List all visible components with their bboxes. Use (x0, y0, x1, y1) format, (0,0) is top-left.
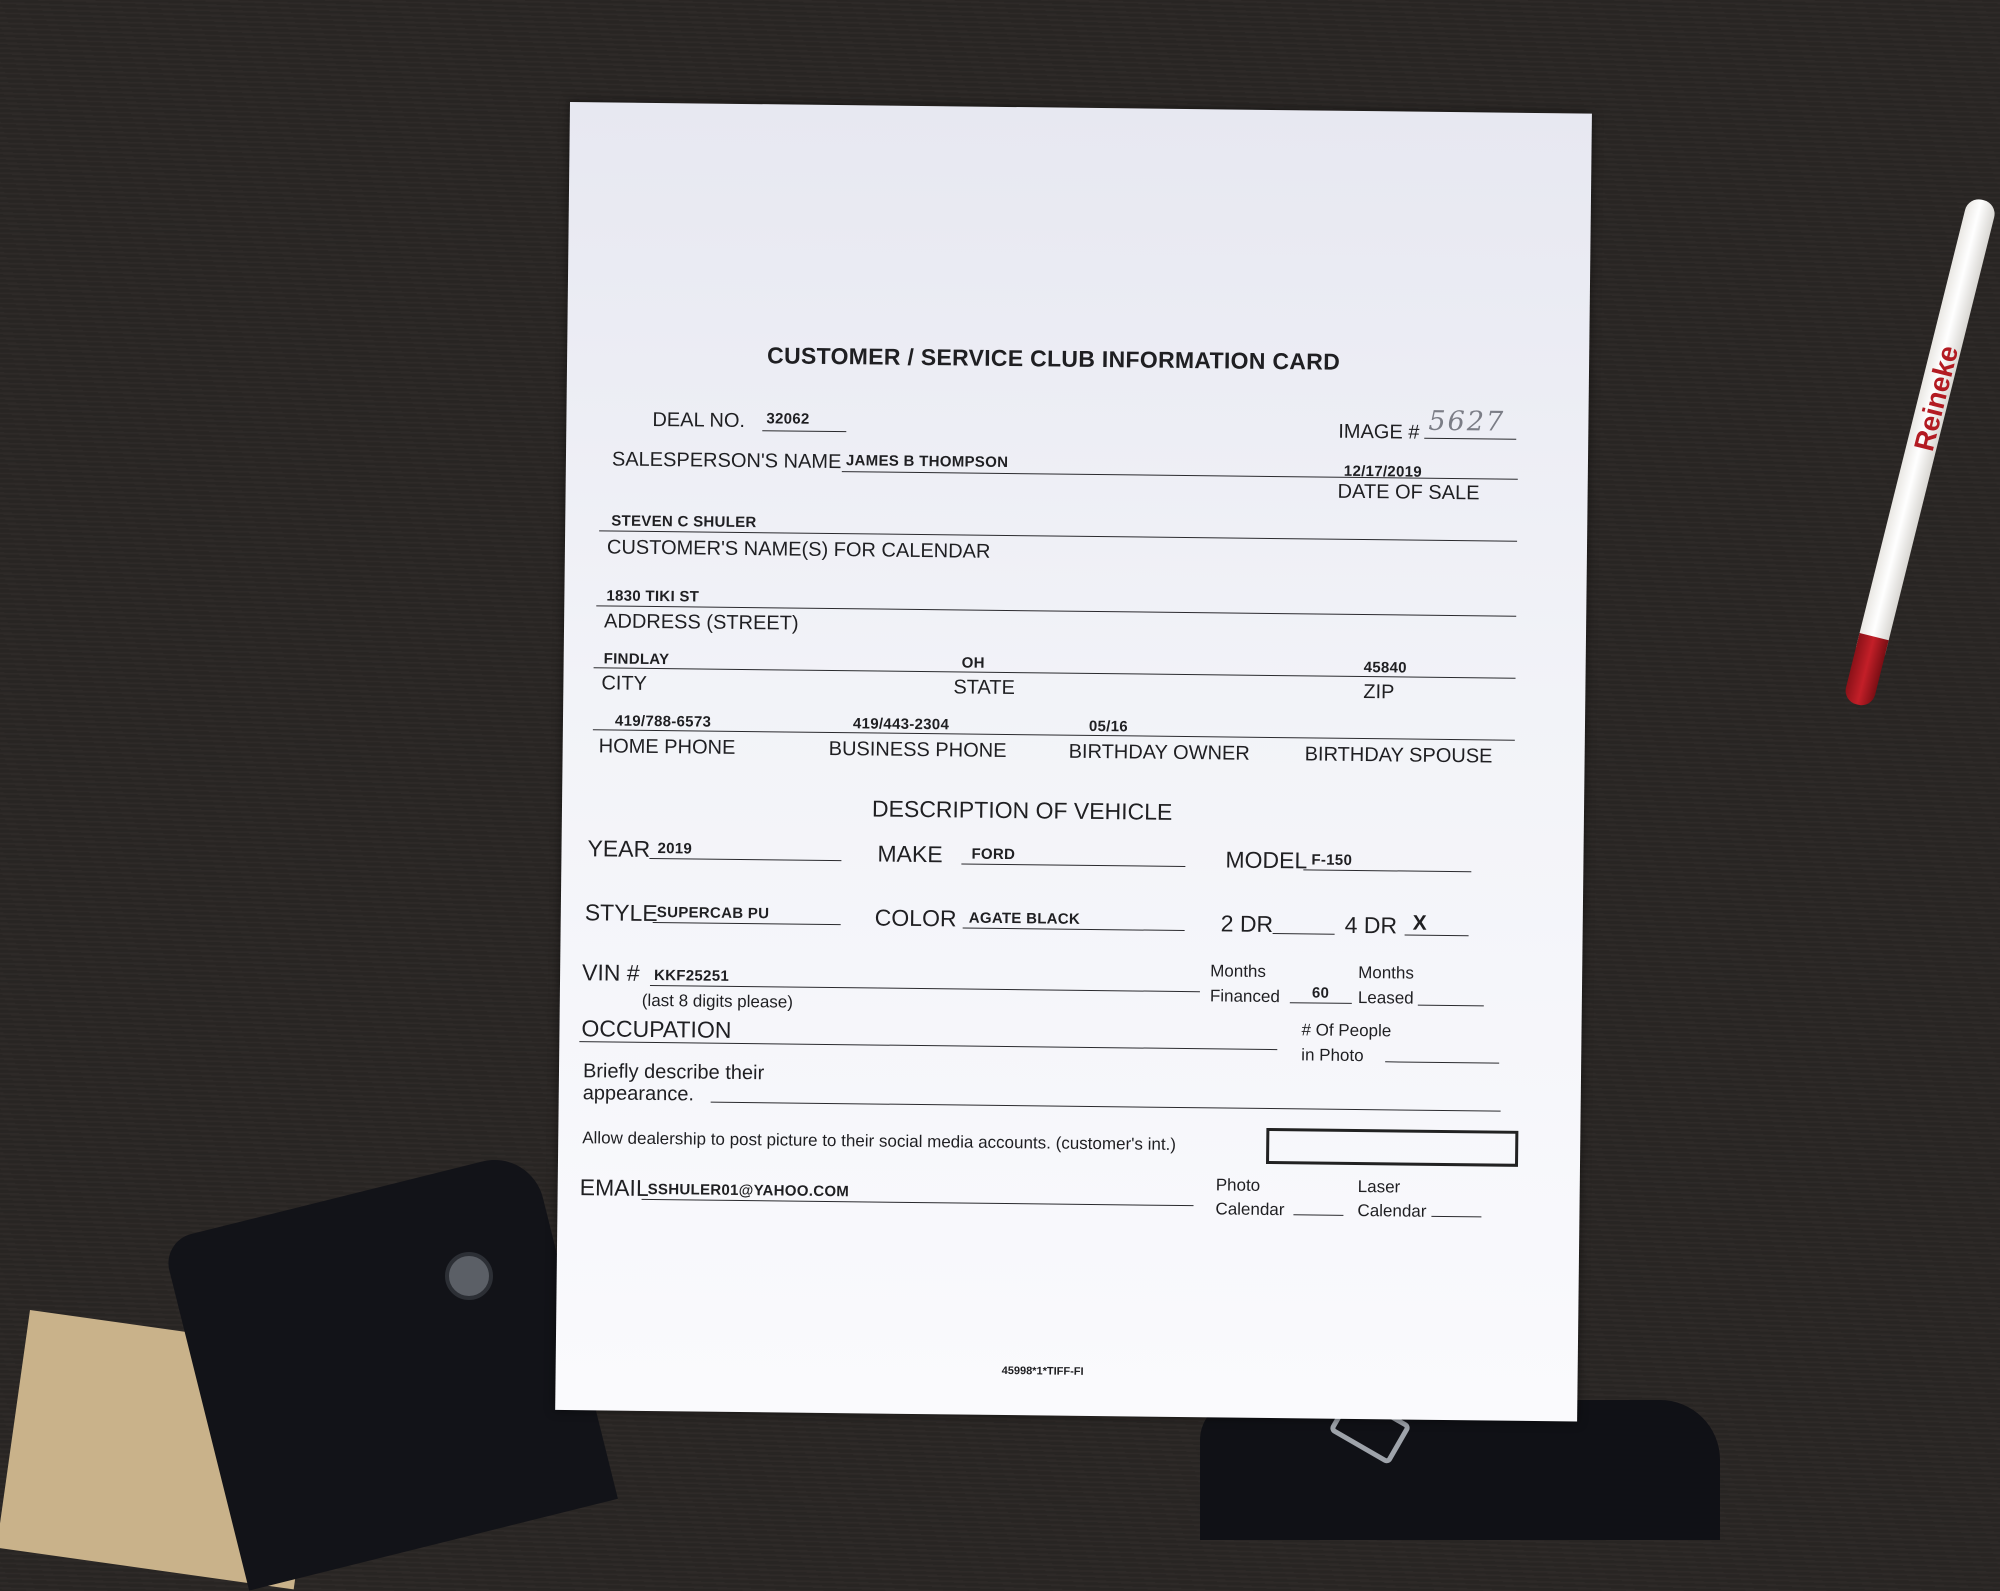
two-door-label: 2 DR (1220, 910, 1274, 938)
vin-value: KKF25251 (653, 967, 730, 985)
city-value: FINDLAY (603, 650, 670, 669)
months-financed-line (1290, 1002, 1352, 1004)
pen (1855, 196, 1998, 659)
deal-no-label: DEAL NO. (652, 408, 746, 433)
color-line (963, 928, 1185, 932)
four-door-label: 4 DR (1344, 911, 1398, 939)
two-door-line (1273, 933, 1335, 935)
four-door-check: X (1412, 911, 1427, 935)
state-label: STATE (953, 676, 1015, 700)
style-label: STYLE (584, 899, 658, 927)
laser-calendar-line (1431, 1216, 1481, 1218)
email-label: EMAIL (579, 1174, 649, 1201)
home-phone-label: HOME PHONE (598, 735, 736, 759)
customer-name-value: STEVEN C SHULER (611, 512, 757, 532)
zip-label: ZIP (1363, 681, 1395, 704)
months-leased-label-bottom: Leased (1357, 987, 1414, 1008)
information-card (555, 102, 1592, 1422)
color-label: COLOR (874, 904, 957, 932)
pen-cap (1843, 633, 1889, 708)
pen-brand: Reineke (1908, 342, 1965, 455)
year-value: 2019 (657, 840, 693, 858)
customer-name-label: CUSTOMER'S NAME(S) FOR CALENDAR (606, 536, 991, 563)
people-in-photo-label-bottom: in Photo (1301, 1045, 1364, 1066)
email-line (642, 1199, 1194, 1206)
laser-calendar-label-bottom: Calendar (1357, 1201, 1427, 1221)
image-no-handwritten: 5627 (1428, 405, 1506, 438)
home-phone-value: 419/788-6573 (614, 712, 712, 731)
occupation-line (579, 1041, 1277, 1050)
zip-value: 45840 (1363, 659, 1407, 677)
salesperson-label: SALESPERSON'S NAME (611, 448, 842, 474)
months-financed-label-top: Months (1210, 961, 1267, 981)
birthday-spouse-label: BIRTHDAY SPOUSE (1304, 743, 1493, 768)
salesperson-value: JAMES B THOMPSON (845, 452, 1009, 471)
make-value: FORD (971, 845, 1016, 864)
months-financed-value: 60 (1311, 984, 1330, 1002)
deal-no-line (762, 430, 846, 432)
year-line (649, 858, 841, 861)
four-door-line (1405, 935, 1469, 937)
bag-strap (1200, 1400, 1720, 1540)
deal-no-value: 32062 (766, 410, 810, 428)
business-phone-value: 419/443-2304 (852, 715, 950, 734)
appearance-label-bottom: appearance. (582, 1082, 695, 1106)
model-value: F-150 (1311, 851, 1353, 869)
model-line (1303, 869, 1471, 872)
birthday-owner-value: 05/16 (1088, 717, 1129, 736)
photo-calendar-label-bottom: Calendar (1215, 1199, 1285, 1220)
image-no-line (1424, 438, 1516, 440)
people-in-photo-line (1385, 1061, 1499, 1063)
business-phone-label: BUSINESS PHONE (828, 737, 1007, 762)
vehicle-heading: DESCRIPTION OF VEHICLE (871, 795, 1173, 825)
state-value: OH (961, 654, 985, 672)
appearance-line (711, 1102, 1501, 1112)
vin-note: (last 8 digits please) (641, 990, 794, 1012)
bag-snap-button (445, 1252, 493, 1300)
email-value: SSHULER01@YAHOO.COM (647, 1180, 850, 1201)
address-value: 1830 TIKI ST (606, 587, 700, 606)
footer-code: 45998*1*TIFF-FI (1001, 1364, 1084, 1378)
date-of-sale-label: DATE OF SALE (1337, 480, 1480, 505)
birthday-owner-label: BIRTHDAY OWNER (1068, 740, 1250, 765)
color-value: AGATE BLACK (968, 909, 1081, 928)
months-leased-label-top: Months (1358, 962, 1415, 983)
social-media-label: Allow dealership to post picture to their social media accounts. (customer's int.) (582, 1128, 1177, 1154)
address-label: ADDRESS (STREET) (603, 610, 799, 635)
make-label: MAKE (877, 840, 943, 868)
model-label: MODEL (1225, 846, 1308, 874)
make-line (961, 863, 1185, 867)
appearance-label-top: Briefly describe their (582, 1060, 765, 1085)
occupation-label: OCCUPATION (581, 1015, 732, 1043)
months-financed-label-bottom: Financed (1209, 986, 1280, 1007)
image-no-label: IMAGE # (1338, 420, 1420, 444)
year-label: YEAR (587, 835, 651, 862)
people-in-photo-label-top: # Of People (1301, 1020, 1392, 1041)
city-label: CITY (601, 672, 648, 695)
vin-label: VIN # (581, 959, 640, 986)
style-line (653, 922, 841, 925)
photo-calendar-line (1293, 1214, 1343, 1216)
style-value: SUPERCAB PU (656, 904, 770, 923)
form-title: CUSTOMER / SERVICE CLUB INFORMATION CARD (766, 342, 1341, 375)
date-of-sale-value: 12/17/2019 (1343, 462, 1423, 481)
photo-calendar-label-top: Photo (1215, 1175, 1261, 1195)
laser-calendar-label-top: Laser (1357, 1177, 1401, 1197)
social-media-consent-box[interactable] (1266, 1128, 1518, 1167)
months-leased-line (1418, 1005, 1484, 1007)
